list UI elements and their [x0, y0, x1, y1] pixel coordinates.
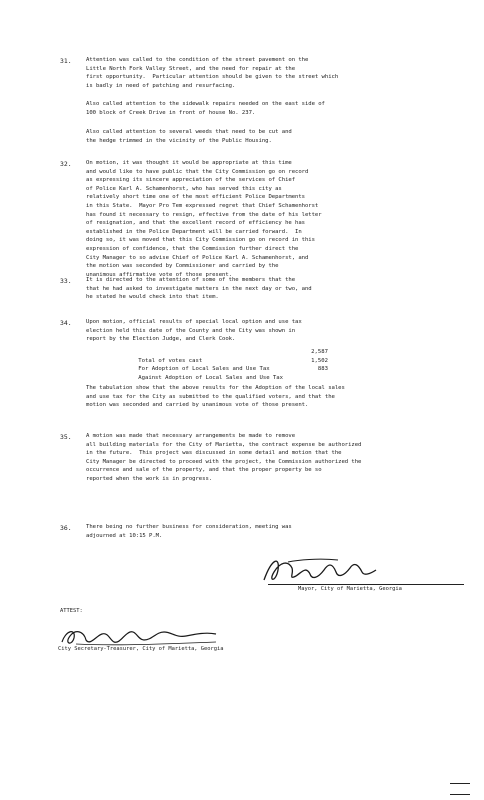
- item-number: 34.: [60, 319, 72, 327]
- item-number: 32.: [60, 160, 72, 168]
- margin-mark: [450, 783, 470, 784]
- item-number: 36.: [60, 524, 72, 532]
- item-paragraph: Upon motion, official results of special local option and use tax election held this date of the County and the City was shown in report by the Election Judge, and Clerk Cook.: [86, 319, 302, 343]
- mayor-signature-line: [268, 584, 464, 585]
- attest-label: ATTEST:: [60, 608, 83, 614]
- vote-table: [118, 348, 328, 381]
- vote-label: For Adoption of Local Sales and Use Tax: [138, 366, 270, 373]
- vote-value: 1,502: [311, 357, 328, 364]
- vote-note: The tabulation show that the above results for the Adoption of the local sales and use tax for the City as submitted to the qualified voters, and that the motion was seconded and carried by unanimous vote of those present.: [86, 385, 345, 409]
- item-paragraph: On motion, it was thought it would be appropriate at this time and would like to have public that the City Commission go on record as expressing its sincere appreciation of the services of Chief of Police Karl A. Schamenhorst, who has served this city as relatively short time one of the most efficient Police Departments in this State. Mayor Pro Tem expressed regret that Chief Schamenhorst has found it necessary to resign, effective from the date of his letter of resignation, and that the excellent record of efficiency he has established in the Police Department will be carried forward. In doing so, it was moved that this City Commission go on record in this expression of confidence, that the Commission further direct the City Manager to so advise Chief of Police Karl A. Schamenhorst, and the motion was seconded by Commissioner and carried by the unanimous affirmative vote of those present.: [86, 160, 322, 278]
- item-paragraph: Attention was called to the condition of the street pavement on the Little North Fork Valley Street, and the need for repair at the first opportunity. Particular attention should be given to the street which is badly in need of patching and resurfacing.: [86, 57, 339, 89]
- item-paragraph: Also called attention to several weeds that need to be cut and the hedge trimmed in the vicinity of the Public Housing.: [86, 129, 292, 144]
- item-paragraph: Also called attention to the sidewalk repairs needed on the east side of 100 block of Creek Drive in front of house No. 237.: [86, 101, 325, 116]
- mayor-signature: [258, 552, 398, 588]
- item-paragraph: It is directed to the attention of some of the members that the that he had asked to investigate matters in the next day or two, and he stated he would check into that item.: [86, 277, 312, 301]
- item-number: 31.: [60, 57, 72, 65]
- item-paragraph: A motion was made that necessary arrangements be made to remove all building materials for the City of Marietta, the contract expense be authorized in the future. This project was discussed in some detail and motion that the City Manager be directed to proceed with the project, the Commission authorized the occurrence and sale of the property, and that the proper property be so reported when the work is in progress.: [86, 433, 362, 482]
- vote-label: Against Adoption of Local Sales and Use Tax: [138, 374, 284, 381]
- clerk-caption: City Secretary-Treasurer, City of Marietta, Georgia: [58, 646, 224, 652]
- mayor-caption: Mayor, City of Marietta, Georgia: [298, 586, 402, 592]
- vote-label: Total of votes cast: [138, 357, 203, 364]
- item-number: 33.: [60, 277, 72, 285]
- item-paragraph: There being no further business for consideration, meeting was adjourned at 10:15 P.M.: [86, 524, 292, 539]
- vote-value: 883: [317, 366, 328, 373]
- vote-row: [118, 365, 328, 381]
- item-number: 35.: [60, 433, 72, 441]
- margin-mark: [450, 794, 470, 795]
- vote-value: 2,587: [311, 349, 328, 355]
